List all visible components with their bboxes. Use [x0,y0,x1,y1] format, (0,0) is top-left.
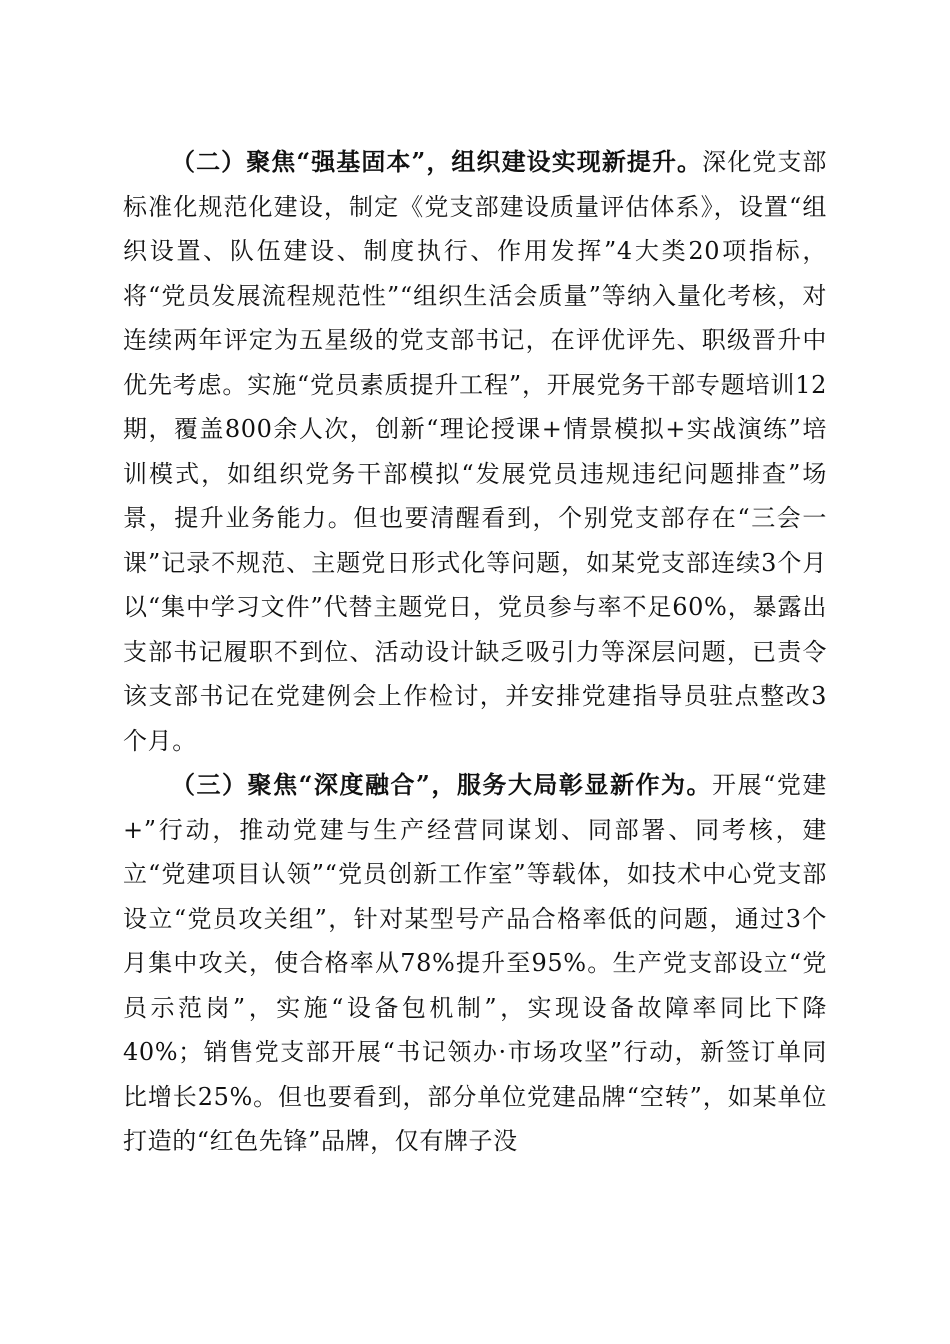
paragraph-heading: （二）聚焦“强基固本”，组织建设实现新提升。 [171,147,703,176]
paragraph-text: 开展“党建+”行动，推动党建与生产经营同谋划、同部署、同考核，建立“党建项目认领”“党员创新工作室”等载体，如技术中心党支部设立“党员攻关组”，针对某型号产品合格率低的问题，通过3个月集中攻关，使合格率从78%提升至95%。生产党支部设立“党员示范岗”，实施“设备包机制”，实现设备故障率同比下降40%；销售党支部开展“书记领办·市场攻坚”行动，新签订单同比增长25%。但也要看到，部分单位党建品牌“空转”，如某单位打造的“红色先锋”品牌，仅有牌子没 [123,771,827,1155]
paragraph-text: 深化党支部标准化规范化建设，制定《党支部建设质量评估体系》，设置“组织设置、队伍建设、制度执行、作用发挥”4大类20项指标，将“党员发展流程规范性”“组织生活会质量”等纳入量化考核，对连续两年评定为五星级的党支部书记，在评优评先、职级晋升中优先考虑。实施“党员素质提升工程”，开展党务干部专题培训12期，覆盖800余人次，创新“理论授课+情景模拟+实战演练”培训模式，如组织党务干部模拟“发展党员违规违纪问题排查”场景，提升业务能力。但也要清醒看到，个别党支部存在“三会一课”记录不规范、主题党日形式化等问题，如某党支部连续3个月以“集中学习文件”代替主题党日，党员参与率不足60%，暴露出支部书记履职不到位、活动设计缺乏吸引力等深层问题，已责令该支部书记在党建例会上作检讨，并安排党建指导员驻点整改3个月。 [123,148,827,755]
document-body [123,140,827,1164]
paragraph-deep-integration [123,763,827,1164]
paragraph-organization-building [123,140,827,763]
paragraph-heading: （三）聚焦“深度融合”，服务大局彰显新作为。 [171,770,713,799]
